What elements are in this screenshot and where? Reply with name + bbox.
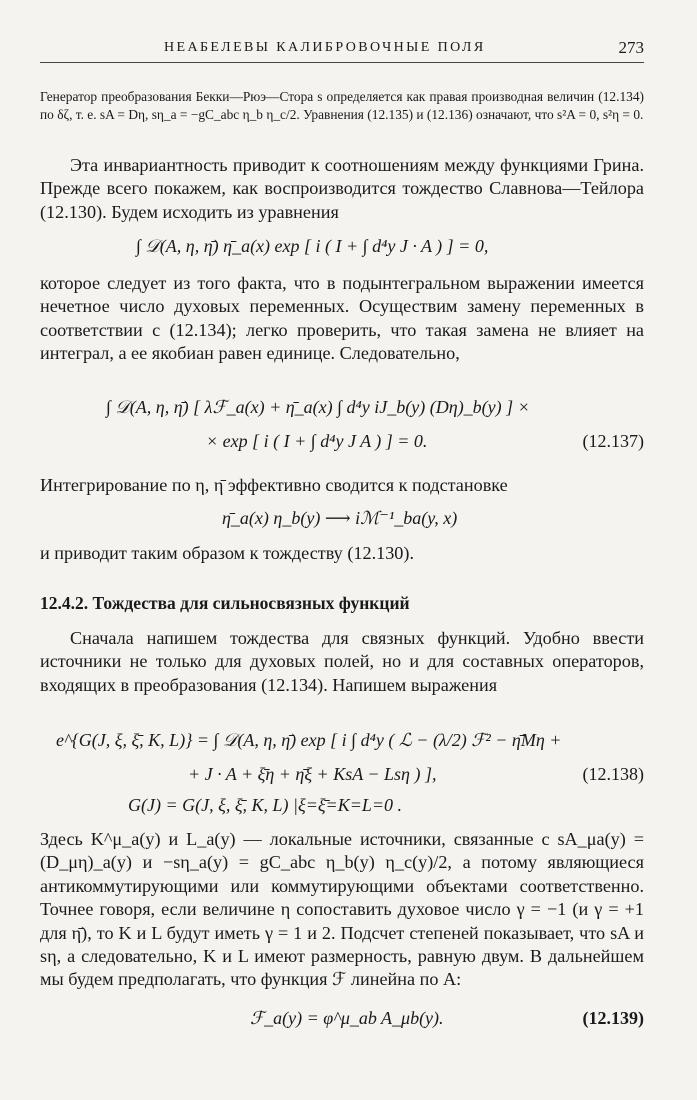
equation-5-formula: ℱ_a(y) = φ^μ_ab A_μb(y).: [250, 1008, 444, 1028]
equation-2-line-2: [40, 427, 644, 455]
equation-2-number: (12.137): [582, 431, 644, 451]
equation-4-line-3: [40, 791, 644, 819]
equation-5-number: (12.139): [582, 1008, 644, 1028]
paragraph-4: и приводит таким образом к тождеству (12.130).: [40, 543, 414, 563]
equation-1-formula: ∫ 𝒟(A, η, η̄) η̄_a(x) exp [ i ( I + ∫ d⁴y J · A ) ] = 0,: [136, 236, 489, 256]
equation-3: [40, 504, 644, 532]
equation-4-line-1: [40, 726, 644, 754]
equation-4-formula-b: + J · A + ξ̄η + η̄ξ + KsA − Lsη ) ],: [188, 764, 437, 784]
equation-2-formula-b: × exp [ i ( I + ∫ d⁴y J A ) ] = 0.: [206, 431, 428, 451]
section-heading: 12.4.2. Тождества для сильносвязных функций: [40, 593, 410, 613]
equation-4-number: (12.138): [582, 764, 644, 784]
page-number: 273: [618, 38, 644, 57]
equation-2-line-1: [40, 393, 644, 421]
paragraph-6: Здесь K^μ_a(y) и L_a(y) — локальные источники, связанные с sA_μa(y) = (D_μη)_a(y) и −sη_a(y) = gC_abc η_b(y) η_c(y)/2, а потому являющиеся антикоммутирующими или коммутирующими объектами соответственно. Точнее говоря, если величине η сопоставить духовое число γ = −1 (и γ = +1 для η̄), то K и L будут иметь γ = 1 и 2. Подсчет степеней показывает, что sA и sη, а следовательно, K и L имеют размерность, равную двум. В дальнейшем мы будем предполагать, что функция ℱ линейна по A:: [40, 829, 644, 990]
equation-4-formula-a: e^{G(J, ξ, ξ̄, K, L)} = ∫ 𝒟(A, η, η̄) exp [ i ∫ d⁴y ( ℒ − (λ/2) ℱ² − η̄Mη +: [56, 730, 562, 750]
footnote: Генератор преобразования Бекки—Рюэ—Стора s определяется как правая производная величин (12.134) по δζ, т. е. sA = Dη, sη_a = −gC_abc η_b η_c/2. Уравнения (12.135) и (12.136) означают, что s²A = 0, s²η = 0.: [40, 89, 644, 122]
paragraph-5: Сначала напишем тождества для связных функций. Удобно ввести источники не только для духовых полей, но и для составных операторов, входящих в преобразования (12.134). Напишем выражения: [40, 628, 644, 695]
paragraph-2: которое следует из того факта, что в подынтегральном выражении имеется нечетное число духовых переменных. Осуществим замену переменных в соответствии с (12.134); легко проверить, что такая замена не влияет на интеграл, а ее якобиан равен единице. Следовательно,: [40, 273, 644, 364]
equation-4-formula-c: G(J) = G(J, ξ, ξ̄, K, L) |ξ=ξ̄=K=L=0 .: [128, 795, 402, 815]
equation-3-formula: η̄_a(x) η_b(y) ⟶ iℳ⁻¹_ba(y, x): [222, 508, 458, 528]
running-header-title: НЕАБЕЛЕВЫ КАЛИБРОВОЧНЫЕ ПОЛЯ: [164, 40, 486, 55]
equation-1: [40, 232, 644, 260]
running-header: [40, 38, 644, 63]
paragraph-3: Интегрирование по η, η̄ эффективно сводится к подстановке: [40, 475, 508, 495]
equation-4-line-2: [40, 760, 644, 788]
equation-2-formula-a: ∫ 𝒟(A, η, η̄) [ λℱ_a(x) + η̄_a(x) ∫ d⁴y iJ_b(y) (Dη)_b(y) ] ×: [106, 397, 530, 417]
paragraph-1: Эта инвариантность приводит к соотношениям между функциями Грина. Прежде всего покажем, как воспроизводится тождество Славнова—Тейлора (12.130). Будем исходить из уравнения: [40, 155, 644, 222]
equation-5: [40, 1004, 644, 1032]
